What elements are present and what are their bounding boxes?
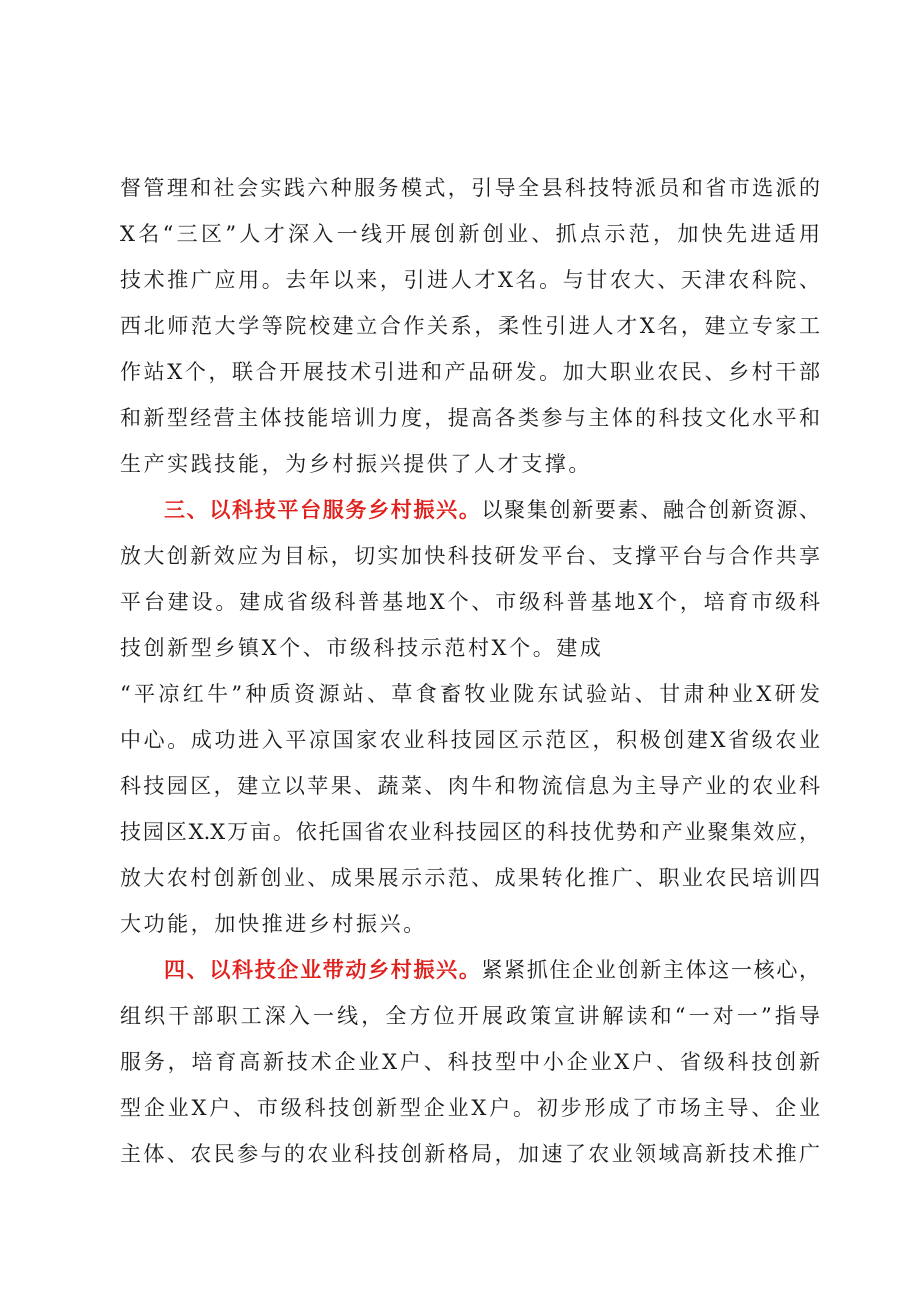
paragraph-line: 督管理和社会实践六种服务模式，引导全县科技特派员和省市选派的 <box>120 176 820 200</box>
paragraph-line: 主体、农民参与的农业科技创新格局，加速了农业领域高新技术推广 <box>120 1142 820 1166</box>
paragraph-line: 西北师范大学等院校建立合作关系，柔性引进人才X名，建立专家工 <box>120 314 820 338</box>
section-3-lead: 以聚集创新要素、融合创新资源、 <box>481 498 820 522</box>
paragraph-line: 放大农村创新创业、成果展示示范、成果转化推广、职业农民培训四 <box>120 866 820 890</box>
body-text <box>120 165 820 1177</box>
paragraph-line: 放大创新效应为目标，切实加快科技研发平台、支撑平台与合作共享 <box>120 544 820 568</box>
paragraph-line: 大功能，加快推进乡村振兴。 <box>120 912 427 936</box>
paragraph-line: 平台建设。建成省级科普基地X个、市级科普基地X个，培育市级科 <box>120 590 820 614</box>
paragraph-line: 技创新型乡镇X个、市级科技示范村X个。建成 <box>120 636 604 660</box>
paragraph-line: 服务，培育高新技术企业X户、科技型中小企业X户、省级科技创新 <box>120 1050 820 1074</box>
section-3-first-line <box>120 487 820 533</box>
paragraph-line: 技园区X.X万亩。依托国省农业科技园区的科技优势和产业聚集效应， <box>120 820 820 844</box>
paragraph-line: 作站X个，联合开展技术引进和产品研发。加大职业农民、乡村干部 <box>120 360 820 384</box>
paragraph-line: 组织干部职工深入一线，全方位开展政策宣讲解读和“一对一”指导 <box>120 1004 820 1028</box>
section-4-lead: 紧紧抓住企业创新主体这一核心， <box>481 958 820 982</box>
section-3-heading: 三、以科技平台服务乡村振兴。 <box>164 497 482 522</box>
paragraph-line: 科技园区，建立以苹果、蔬菜、肉牛和物流信息为主导产业的农业科 <box>120 774 820 798</box>
paragraph-line: 技术推广应用。去年以来，引进人才X名。与甘农大、天津农科院、 <box>120 268 820 292</box>
section-4-heading: 四、以科技企业带动乡村振兴。 <box>164 957 482 982</box>
paragraph-line: 和新型经营主体技能培训力度，提高各类参与主体的科技文化水平和 <box>120 406 820 430</box>
paragraph-line: 型企业X户、市级科技创新型企业X户。初步形成了市场主导、企业 <box>120 1096 820 1120</box>
paragraph-line: 生产实践技能，为乡村振兴提供了人才支撑。 <box>120 452 592 476</box>
paragraph-line: 中心。成功进入平凉国家农业科技园区示范区，积极创建X省级农业 <box>120 728 820 752</box>
paragraph-line: X名“三区”人才深入一线开展创新创业、抓点示范，加快先进适用 <box>120 222 820 246</box>
section-4-first-line <box>120 947 820 993</box>
paragraph-line: “平凉红牛”种质资源站、草食畜牧业陇东试验站、甘肃种业X研发 <box>120 682 820 706</box>
